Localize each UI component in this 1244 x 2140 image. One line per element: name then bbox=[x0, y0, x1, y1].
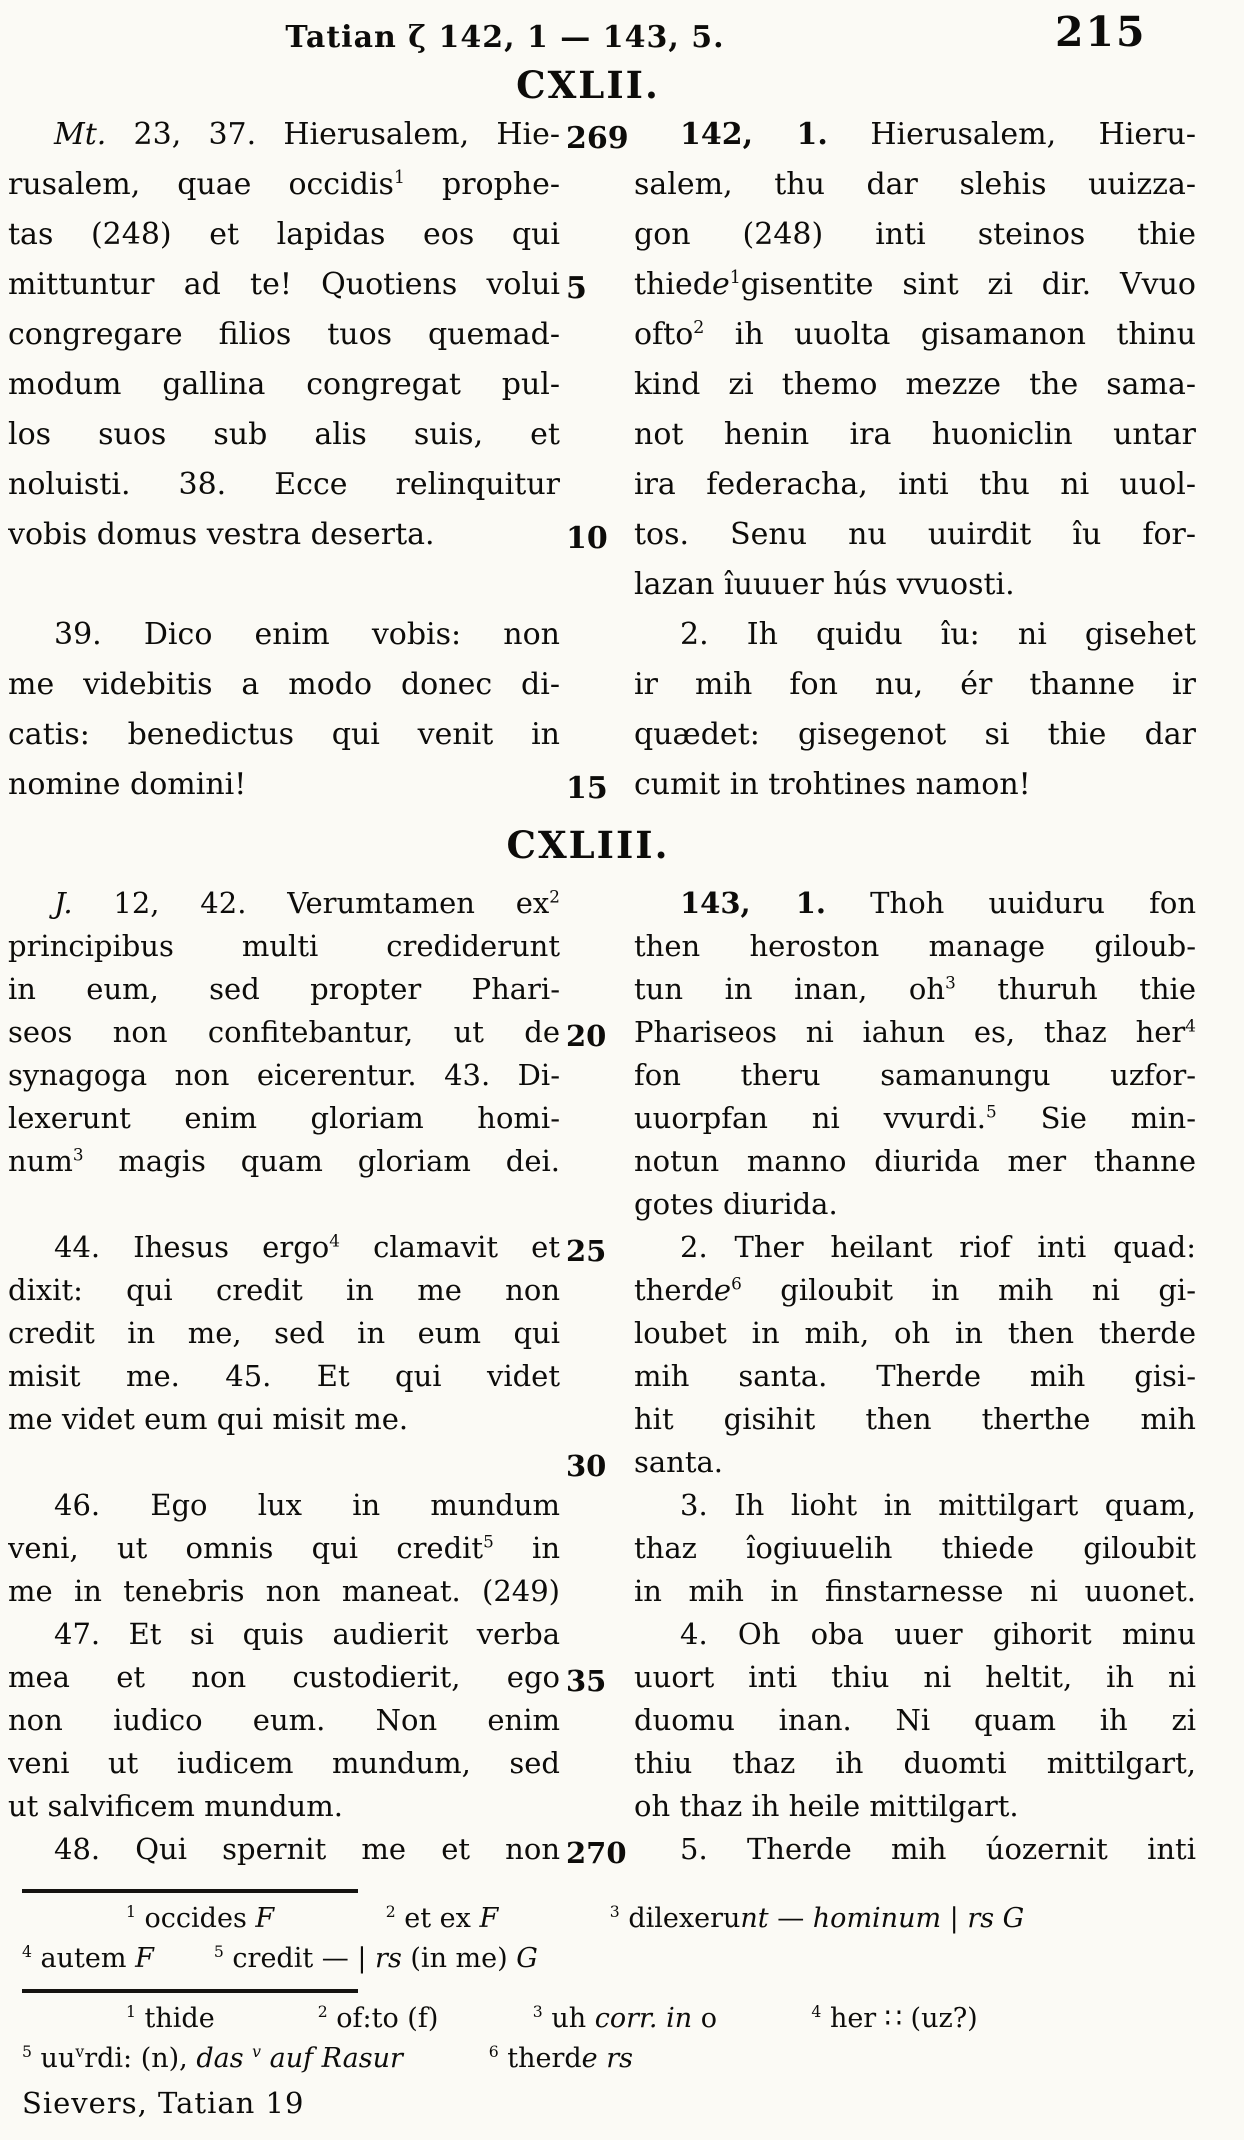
line-number bbox=[560, 1140, 634, 1183]
text-row bbox=[8, 1828, 1196, 1871]
latin-line: credit in me, sed in eum qui bbox=[8, 1316, 560, 1350]
latin-line: dixit: qui credit in me non bbox=[8, 1273, 560, 1307]
line-number bbox=[560, 1097, 634, 1140]
latin-line: catis: benedictus qui venit in bbox=[8, 717, 560, 752]
line-number bbox=[560, 610, 634, 660]
german-line: gotes diurida. bbox=[634, 1187, 838, 1221]
latin-line: noluisti. 38. Ecce relinquitur bbox=[8, 467, 560, 502]
latin-line: me in tenebris non maneat. (249) bbox=[8, 1574, 560, 1608]
line-number: 15 bbox=[566, 771, 608, 806]
latin-line: congregare filios tuos quemad- bbox=[8, 317, 560, 352]
latin-line: nomine domini! bbox=[8, 767, 247, 802]
german-line: 4. Oh oba uuer gihorit minu bbox=[680, 1617, 1196, 1651]
text-row bbox=[8, 760, 1196, 810]
line-number: 5 bbox=[566, 271, 587, 306]
line-number bbox=[560, 1183, 634, 1226]
line-number bbox=[560, 968, 634, 1011]
text-row bbox=[8, 360, 1196, 410]
latin-line: principibus multi crediderunt bbox=[8, 929, 560, 963]
line-number bbox=[560, 882, 634, 925]
latin-line: 46. Ego lux in mundum bbox=[54, 1488, 560, 1522]
section-cxliii-rows bbox=[8, 882, 1196, 1871]
page-number: 215 bbox=[1055, 8, 1147, 56]
latin-line: J. 12, 42. Verumtamen $ex^2$ bbox=[54, 886, 560, 920]
text-row bbox=[8, 882, 1196, 925]
german-line: salem, thu dar slehis uuizza- bbox=[634, 167, 1196, 202]
german-line: fon theru samanungu uzfor- bbox=[634, 1058, 1196, 1092]
german-line: tos. Senu nu uuirdit îu for- bbox=[634, 517, 1196, 552]
line-number bbox=[560, 1398, 634, 1441]
text-row bbox=[8, 1656, 1196, 1699]
section-heading-cxlii: CXLII. bbox=[516, 63, 660, 107]
german-line: in mih in finstarnesse ni uuonet. bbox=[634, 1574, 1196, 1608]
german-line: therde$^6$ giloubit in mih ni gi- bbox=[634, 1273, 1196, 1307]
line-number: 269 bbox=[566, 121, 629, 156]
line-number bbox=[560, 1527, 634, 1570]
german-line: Phariseos ni iahun es, thaz her$^4$ bbox=[634, 1015, 1196, 1049]
section-cxlii-rows bbox=[8, 110, 1196, 810]
latin-line: mea et non custodierit, ego bbox=[8, 1660, 560, 1694]
german-line: oh thaz ih heile mittilgart. bbox=[634, 1789, 1019, 1823]
line-number bbox=[560, 710, 634, 760]
latin-line: num$^3$ magis quam gloriam dei. bbox=[8, 1144, 560, 1178]
line-number bbox=[560, 460, 634, 510]
text-row bbox=[8, 1441, 1196, 1484]
text-row bbox=[8, 560, 1196, 610]
footnote-line: $^1$ thide $^2$ of:to (f) $^3$ uh corr. in o $^4$ her ∷ (uz?) bbox=[126, 2002, 978, 2034]
text-row bbox=[8, 1613, 1196, 1656]
line-number bbox=[560, 1785, 634, 1828]
latin-line: 48. Qui spernit me et non bbox=[54, 1832, 560, 1866]
german-footnotes bbox=[8, 1999, 1196, 2079]
latin-line: ut salvificem mundum. bbox=[8, 1789, 343, 1823]
line-number bbox=[560, 1613, 634, 1656]
german-line: 2. Ih quidu îu: ni gisehet bbox=[680, 617, 1196, 652]
german-line: loubet in mih, oh in then therde bbox=[634, 1316, 1196, 1350]
latin-line: non iudico eum. Non enim bbox=[8, 1703, 560, 1737]
text-row bbox=[8, 1183, 1196, 1226]
latin-line: rusalem, quae occidis$^1$ prophe- bbox=[8, 167, 560, 202]
latin-line: 47. Et si quis audierit verba bbox=[54, 1617, 560, 1651]
latin-line: vobis domus vestra deserta. bbox=[8, 517, 435, 552]
german-line: cumit in trohtines namon! bbox=[634, 767, 1031, 802]
text-row bbox=[8, 410, 1196, 460]
text-row bbox=[8, 660, 1196, 710]
line-number bbox=[560, 1269, 634, 1312]
german-line: thiede$^1$gisentite sint zi dir. Vvuo bbox=[634, 267, 1196, 302]
german-line: mih santa. Therde mih gisi- bbox=[634, 1359, 1196, 1393]
german-line: notun manno diurida mer thanne bbox=[634, 1144, 1196, 1178]
latin-footnotes bbox=[8, 1899, 1196, 1979]
german-line: duomu inan. Ni quam ih zi bbox=[634, 1703, 1196, 1737]
text-row bbox=[8, 310, 1196, 360]
text-row bbox=[8, 510, 1196, 560]
german-line: ir mih fon nu, ér thanne ir bbox=[634, 667, 1196, 702]
line-number bbox=[560, 1054, 634, 1097]
german-line: 5. Therde mih úozernit inti bbox=[680, 1832, 1196, 1866]
text-row bbox=[8, 1054, 1196, 1097]
text-row bbox=[8, 1742, 1196, 1785]
german-line: quædet: gisegenot si thie dar bbox=[634, 717, 1196, 752]
text-row bbox=[8, 1484, 1196, 1527]
line-number bbox=[560, 410, 634, 460]
latin-line: lexerunt enim gloriam homi- bbox=[8, 1101, 560, 1135]
german-line: santa. bbox=[634, 1445, 724, 1479]
latin-line: Mt. 23, 37. Hierusalem, Hie- bbox=[54, 117, 560, 152]
line-number bbox=[560, 1742, 634, 1785]
text-row bbox=[8, 1398, 1196, 1441]
line-number bbox=[560, 360, 634, 410]
text-row bbox=[8, 1226, 1196, 1269]
text-row bbox=[8, 1140, 1196, 1183]
text-row bbox=[8, 1011, 1196, 1054]
latin-line: seos non confitebantur, ut de bbox=[8, 1015, 560, 1049]
latin-line: me videt eum qui misit me. bbox=[8, 1402, 409, 1436]
text-row bbox=[8, 1785, 1196, 1828]
latin-line: tas (248) et lapidas eos qui bbox=[8, 217, 560, 252]
running-header: Tatian ζ 142, 1 — 143, 5. bbox=[285, 20, 725, 55]
line-number bbox=[560, 560, 634, 610]
german-line: kind zi themo mezze the sama- bbox=[634, 367, 1196, 402]
text-row bbox=[8, 610, 1196, 660]
latin-line: in eum, sed propter Phari- bbox=[8, 972, 560, 1006]
text-row bbox=[8, 160, 1196, 210]
latin-line: los suos sub alis suis, et bbox=[8, 417, 560, 452]
german-line: 143, 1. Thoh uuiduru fon bbox=[680, 886, 1196, 920]
text-row bbox=[8, 460, 1196, 510]
german-line: thiu thaz ih duomti mittilgart, bbox=[634, 1746, 1196, 1780]
line-number bbox=[560, 210, 634, 260]
german-line: not henin ira huoniclin untar bbox=[634, 417, 1196, 452]
line-number: 10 bbox=[566, 521, 608, 556]
german-line: ira federacha, inti thu ni uuol- bbox=[634, 467, 1196, 502]
line-number bbox=[560, 1570, 634, 1613]
latin-line: synagoga non eicerentur. 43. Di- bbox=[8, 1058, 560, 1092]
text-row bbox=[8, 710, 1196, 760]
text-row bbox=[8, 1699, 1196, 1742]
line-number: 25 bbox=[566, 1234, 607, 1268]
german-line: lazan îuuuer hús vvuosti. bbox=[634, 567, 1015, 602]
text-row bbox=[8, 1355, 1196, 1398]
line-number: 270 bbox=[566, 1836, 627, 1870]
line-number bbox=[560, 310, 634, 360]
text-row bbox=[8, 260, 1196, 310]
footnote-rule bbox=[22, 1989, 358, 1993]
page-body bbox=[8, 62, 1196, 2079]
text-row bbox=[8, 1312, 1196, 1355]
line-number: 35 bbox=[566, 1664, 607, 1698]
latin-line: misit me. 45. Et qui videt bbox=[8, 1359, 560, 1393]
german-line: uuort inti thiu ni heltit, ih ni bbox=[634, 1660, 1196, 1694]
footnote-line: $^4$ autem F $^5$ credit — | rs (in me) G bbox=[22, 1942, 538, 1974]
latin-line: me videbitis a modo donec di- bbox=[8, 667, 560, 702]
german-line: 3. Ih lioht in mittilgart quam, bbox=[680, 1488, 1196, 1522]
section-heading-cxliii: CXLIII. bbox=[506, 823, 670, 867]
german-line: tun in inan, $oh^3$ thuruh thie bbox=[634, 972, 1196, 1006]
german-line: hit gisihit then therthe mih bbox=[634, 1402, 1196, 1436]
line-number bbox=[560, 160, 634, 210]
german-line: 2. Ther heilant riof inti quad: bbox=[680, 1230, 1196, 1264]
text-row bbox=[8, 1570, 1196, 1613]
german-line: uuorpfan ni vvurdi.$^5$ Sie min- bbox=[634, 1101, 1196, 1135]
german-line: gon (248) inti steinos thie bbox=[634, 217, 1196, 252]
text-row bbox=[8, 210, 1196, 260]
latin-line bbox=[8, 560, 560, 610]
latin-line: veni, ut omnis qui credit$^5$ in bbox=[8, 1531, 560, 1565]
signature-line: Sievers, Tatian 19 bbox=[22, 2086, 305, 2120]
footnote-line: $^1$ occides F $^2$ et ex F $^3$ dilexerunt — hominum | rs G bbox=[126, 1902, 1025, 1934]
text-row bbox=[8, 110, 1196, 160]
latin-line: mittuntur ad te! Quotiens volui bbox=[8, 267, 560, 302]
german-line: then heroston manage giloub- bbox=[634, 929, 1196, 963]
line-number: 20 bbox=[566, 1019, 607, 1053]
german-line: 142, 1. Hierusalem, Hieru- bbox=[680, 117, 1196, 152]
footnote-line: $^5$ $uu^vrdi$: (n), das $^v$ auf Rasur $^6$ therde rs bbox=[22, 2042, 634, 2074]
latin-line: veni ut iudicem mundum, sed bbox=[8, 1746, 560, 1780]
line-number bbox=[560, 1484, 634, 1527]
latin-line: modum gallina congregat pul- bbox=[8, 367, 560, 402]
line-number bbox=[560, 925, 634, 968]
latin-line: 39. Dico enim vobis: non bbox=[54, 617, 560, 652]
german-line: thaz îogiuuelih thiede giloubit bbox=[634, 1531, 1196, 1565]
line-number bbox=[560, 1355, 634, 1398]
text-row bbox=[8, 1269, 1196, 1312]
text-row bbox=[8, 1527, 1196, 1570]
text-row bbox=[8, 1097, 1196, 1140]
german-line: ofto$^2$ ih uuolta gisamanon thinu bbox=[634, 317, 1196, 352]
latin-line: 44. Ihesus ergo$^4$ clamavit et bbox=[54, 1230, 560, 1264]
line-number bbox=[560, 1699, 634, 1742]
latin-line bbox=[8, 1183, 560, 1226]
line-number: 30 bbox=[566, 1449, 607, 1483]
footnote-rule bbox=[22, 1889, 358, 1893]
latin-line bbox=[8, 1441, 560, 1484]
text-row bbox=[8, 925, 1196, 968]
line-number bbox=[560, 1312, 634, 1355]
text-row bbox=[8, 968, 1196, 1011]
line-number bbox=[560, 660, 634, 710]
